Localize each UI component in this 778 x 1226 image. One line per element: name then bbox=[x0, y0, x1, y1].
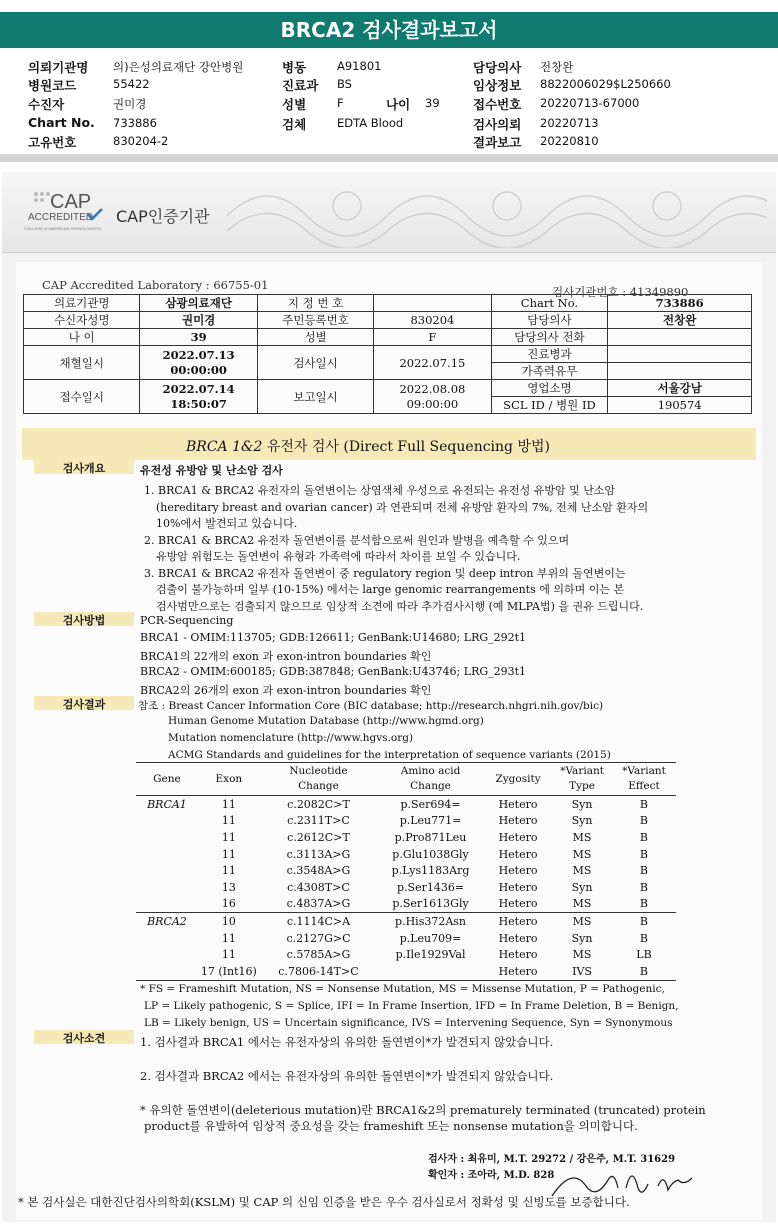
table-cell: p.Ser1613Gly bbox=[392, 897, 469, 911]
info-cell: 채혈일시 bbox=[24, 346, 140, 380]
header-value: 830204-2 bbox=[113, 134, 169, 148]
info-cell: 2022.08.08 09:00:00 bbox=[374, 380, 491, 414]
table-cell: B bbox=[639, 897, 649, 911]
table-cell bbox=[136, 946, 198, 963]
table-cell: c.2127G>C bbox=[286, 931, 351, 945]
table-cell bbox=[136, 813, 198, 830]
header-value: 733886 bbox=[113, 116, 157, 130]
text-line: 10%에서 발견되고 있습니다. bbox=[156, 517, 298, 530]
info-cell: 지 정 번 호 bbox=[257, 295, 373, 312]
text-line: * FS = Frameshift Mutation, NS = Nonsense Mutation, MS = Missense Mutation, P = Pathogenic, bbox=[140, 983, 665, 995]
table-cell: B bbox=[639, 814, 649, 828]
table-cell: MS bbox=[572, 897, 592, 911]
info-cell: 39 bbox=[140, 329, 257, 346]
report-header bbox=[0, 50, 778, 154]
finding-line: product를 유발하여 임상적 중요성을 갖는 frameshift 또는 nonsense mutation을 의미합니다. bbox=[144, 1119, 638, 1133]
table-cell: c.7806-14T>C bbox=[260, 963, 377, 980]
header-value: EDTA Blood bbox=[337, 116, 404, 130]
table-header-cell: Gene bbox=[136, 763, 198, 796]
table-cell: Syn bbox=[571, 931, 593, 945]
table-cell: LB bbox=[636, 948, 652, 962]
table-header-cell: *Variant Effect bbox=[612, 763, 676, 796]
table-cell: 17 (Int16) bbox=[198, 963, 260, 980]
header-value: 권미경 bbox=[113, 97, 147, 111]
header-label: 진료과 bbox=[282, 78, 319, 93]
table-cell: B bbox=[639, 931, 649, 945]
info-cell: 담당의사 전화 bbox=[491, 329, 608, 346]
table-row bbox=[136, 862, 676, 879]
info-cell: 나 이 bbox=[24, 329, 140, 346]
table-cell: Hetero bbox=[498, 880, 538, 894]
table-cell bbox=[136, 846, 198, 863]
info-cell: 권미경 bbox=[140, 312, 257, 329]
table-cell: c.4308T>C bbox=[287, 880, 350, 894]
table-row bbox=[136, 946, 676, 963]
table-cell: MS bbox=[572, 830, 592, 844]
table-header-cell: Nucleotide Change bbox=[260, 763, 377, 796]
table-cell: Hetero bbox=[498, 830, 538, 844]
table-cell: 11 bbox=[221, 847, 236, 861]
info-row bbox=[24, 312, 752, 329]
info-cell: 삼광의료재단 bbox=[140, 295, 257, 312]
text-line: BRCA2의 26개의 exon 과 exon-intron boundaries 확인 bbox=[140, 684, 432, 697]
info-cell: 접수일시 bbox=[24, 380, 140, 414]
overview-heading: 유전성 유방암 및 난소암 검사 bbox=[140, 464, 283, 477]
header-value: BS bbox=[337, 77, 352, 91]
table-cell: B bbox=[639, 847, 649, 861]
table-cell: p.Ile1929Val bbox=[395, 948, 466, 962]
text-line: BRCA2 - OMIM:600185; GDB:387848; GenBank:U43746; LRG_293t1 bbox=[140, 665, 527, 678]
info-cell: 보고일시 bbox=[257, 380, 373, 414]
table-cell bbox=[136, 963, 198, 980]
header-value: 전창완 bbox=[540, 60, 574, 74]
cap-accredited-text: ACCREDITED bbox=[28, 212, 94, 223]
header-value: 의)은성의료재단 강안병원 bbox=[113, 60, 244, 74]
table-cell: 11 bbox=[221, 931, 236, 945]
info-cell: 수신자성명 bbox=[24, 312, 140, 329]
info-cell: 영업소명 bbox=[491, 380, 608, 397]
table-cell bbox=[136, 879, 198, 896]
table-row bbox=[136, 963, 676, 980]
table-cell: p.Leu771= bbox=[399, 814, 462, 828]
decorative-pattern bbox=[227, 176, 767, 248]
header-value: 39 bbox=[425, 96, 440, 110]
table-cell: Hetero bbox=[498, 864, 538, 878]
header-label: 병원코드 bbox=[28, 78, 77, 93]
table-row bbox=[136, 829, 676, 846]
table-cell: 10 bbox=[198, 913, 260, 930]
text-line: BRCA1의 22개의 exon 과 exon-intron boundaries 확인 bbox=[140, 650, 432, 663]
header-value: A91801 bbox=[337, 59, 382, 73]
header-value: 55422 bbox=[113, 77, 150, 91]
info-cell: SCL ID / 병원 ID bbox=[491, 397, 608, 414]
table-cell bbox=[377, 963, 484, 980]
table-row bbox=[136, 879, 676, 896]
section-method: 검사방법 bbox=[34, 612, 134, 626]
table-cell: 11 bbox=[221, 830, 236, 844]
table-cell: c.2311T>C bbox=[287, 814, 350, 828]
testers-line: 검사자 : 최유미, M.T. 29272 / 강은주, M.T. 31629 bbox=[428, 1154, 676, 1165]
table-cell: B bbox=[639, 864, 649, 878]
table-cell: B bbox=[639, 797, 649, 811]
table-cell: Hetero bbox=[484, 913, 552, 930]
table-row bbox=[136, 796, 676, 813]
section-overview: 검사개요 bbox=[34, 460, 134, 474]
table-cell: Hetero bbox=[498, 931, 538, 945]
cap-logo-icon bbox=[22, 184, 112, 234]
text-line: LP = Likely pathogenic, S = Splice, IFI = In Frame Insertion, IFD = In Frame Deletion, B = Benign, bbox=[144, 1000, 679, 1012]
table-row bbox=[136, 913, 676, 930]
header-label: 담당의사 bbox=[473, 60, 522, 75]
table-cell: p.Ser1436= bbox=[397, 880, 465, 894]
info-cell: 2022.07.14 18:50:07 bbox=[140, 380, 257, 414]
table-row bbox=[136, 846, 676, 863]
table-cell bbox=[136, 829, 198, 846]
table-header-row bbox=[136, 763, 676, 796]
variant-table bbox=[136, 762, 676, 981]
table-cell: B bbox=[639, 880, 649, 894]
table-cell: B bbox=[612, 963, 676, 980]
institution-number: 검사기관번호 : 41349890 bbox=[552, 285, 689, 299]
info-cell: 830204 bbox=[374, 312, 491, 329]
table-cell: Hetero bbox=[498, 948, 538, 962]
info-cell: Chart No. bbox=[491, 295, 608, 312]
table-cell: c.3113A>G bbox=[286, 847, 351, 861]
info-cell: 성별 bbox=[257, 329, 373, 346]
info-cell: 2022.07.15 bbox=[374, 346, 491, 380]
table-header-cell: Zygosity bbox=[484, 763, 552, 796]
table-cell bbox=[136, 862, 198, 879]
header-label: 나이 bbox=[386, 97, 411, 112]
table-cell bbox=[136, 896, 198, 913]
header-label: 임상정보 bbox=[473, 78, 522, 93]
info-cell: 2022.07.13 00:00:00 bbox=[140, 346, 257, 380]
table-cell bbox=[136, 930, 198, 947]
table-cell: Syn bbox=[571, 880, 593, 894]
header-label: 검사의뢰 bbox=[473, 117, 522, 132]
text-line: 검출이 불가능하며 일부 (10-15%) 에서는 large genomic rearrangements 에 의하며 이는 본 bbox=[156, 583, 625, 596]
table-row bbox=[136, 896, 676, 913]
text-line: LB = Likely benign, US = Uncertain significance, IVS = Intervening Sequence, Syn = Synonymous bbox=[144, 1017, 673, 1029]
table-cell: 11 bbox=[221, 948, 236, 962]
confirmer-line: 확인자 : 조아라, M.D. 828 bbox=[428, 1170, 555, 1181]
table-cell: c.3548A>G bbox=[286, 864, 351, 878]
cap-banner bbox=[2, 172, 776, 253]
table-cell: Hetero bbox=[498, 847, 538, 861]
table-cell: Syn bbox=[571, 797, 593, 811]
table-cell: MS bbox=[572, 864, 592, 878]
header-value: 20220713 bbox=[540, 116, 599, 130]
table-cell: p.Pro871Leu bbox=[394, 830, 467, 844]
text-line: 참조 : Breast Cancer Information Core (BIC database; http://research.nhgri.nih.gov/bic) bbox=[138, 700, 604, 712]
table-cell: 16 bbox=[221, 897, 236, 911]
info-cell bbox=[608, 363, 752, 380]
text-line: Mutation nomenclature (http://www.hgvs.org) bbox=[168, 732, 414, 744]
table-cell: p.Ser694= bbox=[400, 797, 461, 811]
info-cell: 733886 bbox=[608, 295, 752, 312]
text-line: 유방암 위험도는 돌연변이 유형과 가족력에 따라서 차이를 보일 수 있습니다. bbox=[156, 550, 521, 563]
text-line: 3. BRCA1 & BRCA2 유전자 돌연변이 중 regulatory region 및 deep intron 부위의 돌연변이는 bbox=[144, 566, 626, 580]
lab-number: CAP Accredited Laboratory : 66755-01 bbox=[42, 278, 269, 292]
table-cell: 11 bbox=[221, 814, 236, 828]
table-header-cell: Amino acid Change bbox=[377, 763, 484, 796]
text-line: 검사범만으로는 검출되지 않으므로 임상적 소견에 따라 추가검사시행 (예 MLPA법) 을 권유 드립니다. bbox=[156, 599, 644, 613]
table-row bbox=[136, 930, 676, 947]
text-line: 2. BRCA1 & BRCA2 유전자 돌연변이를 분석함으로써 원인과 발병을 예측할 수 있으며 bbox=[144, 533, 570, 547]
section-finding: 검사소견 bbox=[34, 1030, 134, 1044]
header-value: 8822006029$L250660 bbox=[540, 77, 671, 91]
info-cell bbox=[374, 295, 491, 312]
header-label: 결과보고 bbox=[473, 135, 522, 150]
info-cell: 의료기관명 bbox=[24, 295, 140, 312]
table-cell: 11 bbox=[221, 864, 236, 878]
table-cell: MS bbox=[572, 948, 592, 962]
table-cell: Syn bbox=[571, 814, 593, 828]
table-header-cell: *Variant Type bbox=[552, 763, 612, 796]
table-cell: p.Lys1183Arg bbox=[391, 864, 470, 878]
finding-line: 1. 검사결과 BRCA1 에서는 유전자상의 유의한 돌연변이*가 발견되지 않았습니다. bbox=[140, 1035, 554, 1049]
finding-line: 2. 검사결과 BRCA2 에서는 유전자상의 유의한 돌연변이*가 발견되지 않았습니다. bbox=[140, 1069, 554, 1083]
header-value: 20220713-67000 bbox=[540, 96, 640, 110]
cap-college-text: COLLEGE of AMERICAN PATHOLOGISTS bbox=[24, 226, 101, 231]
header-value: F bbox=[337, 96, 344, 110]
info-cell: 주민등록번호 bbox=[257, 312, 373, 329]
table-cell: 11 bbox=[221, 797, 236, 811]
table-cell: p.His372Asn bbox=[377, 913, 484, 930]
table-cell: MS bbox=[552, 913, 612, 930]
table-cell: IVS bbox=[552, 963, 612, 980]
table-cell: p.Leu709= bbox=[399, 931, 462, 945]
text-line: 1. BRCA1 & BRCA2 유전자의 돌연변이는 상염색체 우성으로 유전되는 유전성 유방암 및 난소암 bbox=[144, 484, 616, 497]
table-cell: Hetero bbox=[498, 814, 538, 828]
table-cell: 13 bbox=[221, 880, 236, 894]
text-line: (hereditary breast and ovarian cancer) 과 연관되며 전체 유방암 환자의 7%, 전체 난소암 환자의 bbox=[156, 500, 649, 514]
divider bbox=[0, 154, 778, 162]
info-cell bbox=[608, 346, 752, 363]
table-cell: BRCA1 bbox=[147, 797, 187, 811]
info-row bbox=[24, 329, 752, 346]
header-label: 고유번호 bbox=[28, 135, 77, 150]
table-cell: c.2612C>T bbox=[287, 830, 350, 844]
info-row bbox=[24, 380, 752, 397]
header-label: 접수번호 bbox=[473, 97, 522, 112]
info-row bbox=[24, 346, 752, 363]
text-line: PCR-Sequencing bbox=[140, 614, 234, 627]
table-row bbox=[136, 813, 676, 830]
info-cell: 진료병과 bbox=[491, 346, 608, 363]
info-cell: 서울강남 bbox=[608, 380, 752, 397]
header-label: 성별 bbox=[282, 97, 307, 112]
table-cell: B bbox=[612, 913, 676, 930]
header-value: 20220810 bbox=[540, 134, 599, 148]
cap-logo-text: CAP bbox=[50, 191, 92, 213]
table-cell: B bbox=[639, 830, 649, 844]
table-cell: c.1114C>A bbox=[260, 913, 377, 930]
report-title: BRCA2 검사결과보고서 bbox=[0, 12, 778, 48]
info-cell: 190574 bbox=[608, 397, 752, 414]
info-cell: 전창완 bbox=[608, 312, 752, 329]
table-cell: MS bbox=[572, 847, 592, 861]
table-cell: Hetero bbox=[484, 963, 552, 980]
test-title: BRCA 1&2 유전자 검사 (Direct Full Sequencing 방법) bbox=[186, 439, 550, 455]
text-line: BRCA1 - OMIM:113705; GDB:126611; GenBank:U14680; LRG_292t1 bbox=[140, 631, 527, 644]
info-cell: 가족력유무 bbox=[491, 363, 608, 380]
table-cell: BRCA2 bbox=[136, 913, 198, 930]
table-cell: c.2082C>T bbox=[287, 797, 350, 811]
header-label: 의뢰기관명 bbox=[28, 60, 89, 75]
info-cell bbox=[608, 329, 752, 346]
patient-info-table bbox=[23, 294, 752, 414]
report-paper bbox=[16, 262, 762, 1220]
info-row bbox=[24, 295, 752, 312]
header-label: 검체 bbox=[282, 117, 307, 132]
table-cell: c.5785A>G bbox=[286, 948, 351, 962]
text-line: Human Genome Mutation Database (http://www.hgmd.org) bbox=[168, 715, 484, 727]
table-cell: Hetero bbox=[498, 897, 538, 911]
table-cell: Hetero bbox=[498, 797, 538, 811]
footer-note: * 본 검사실은 대한진단검사의학회(KSLM) 및 CAP 의 신임 인증을 받은 우수 검사실로서 정확성 및 신빙도를 보증합니다. bbox=[18, 1195, 630, 1209]
info-cell: 검사일시 bbox=[257, 346, 373, 380]
section-result: 검사결과 bbox=[34, 696, 134, 710]
table-cell: p.Glu1038Gly bbox=[392, 847, 469, 861]
info-cell: F bbox=[374, 329, 491, 346]
finding-line: * 유의한 돌연변이(deleterious mutation)란 BRCA1&2의 prematurely terminated (truncated) protein bbox=[140, 1103, 706, 1117]
table-cell: c.4837A>G bbox=[286, 897, 351, 911]
header-label: 수진자 bbox=[28, 97, 65, 112]
table-header-cell: Exon bbox=[198, 763, 260, 796]
header-label: 병동 bbox=[282, 60, 307, 75]
text-line: ACMG Standards and guidelines for the interpretation of sequence variants (2015) bbox=[168, 749, 611, 761]
info-cell: 담당의사 bbox=[491, 312, 608, 329]
cap-label: CAP인증기관 bbox=[116, 207, 210, 226]
header-label: Chart No. bbox=[28, 115, 95, 130]
